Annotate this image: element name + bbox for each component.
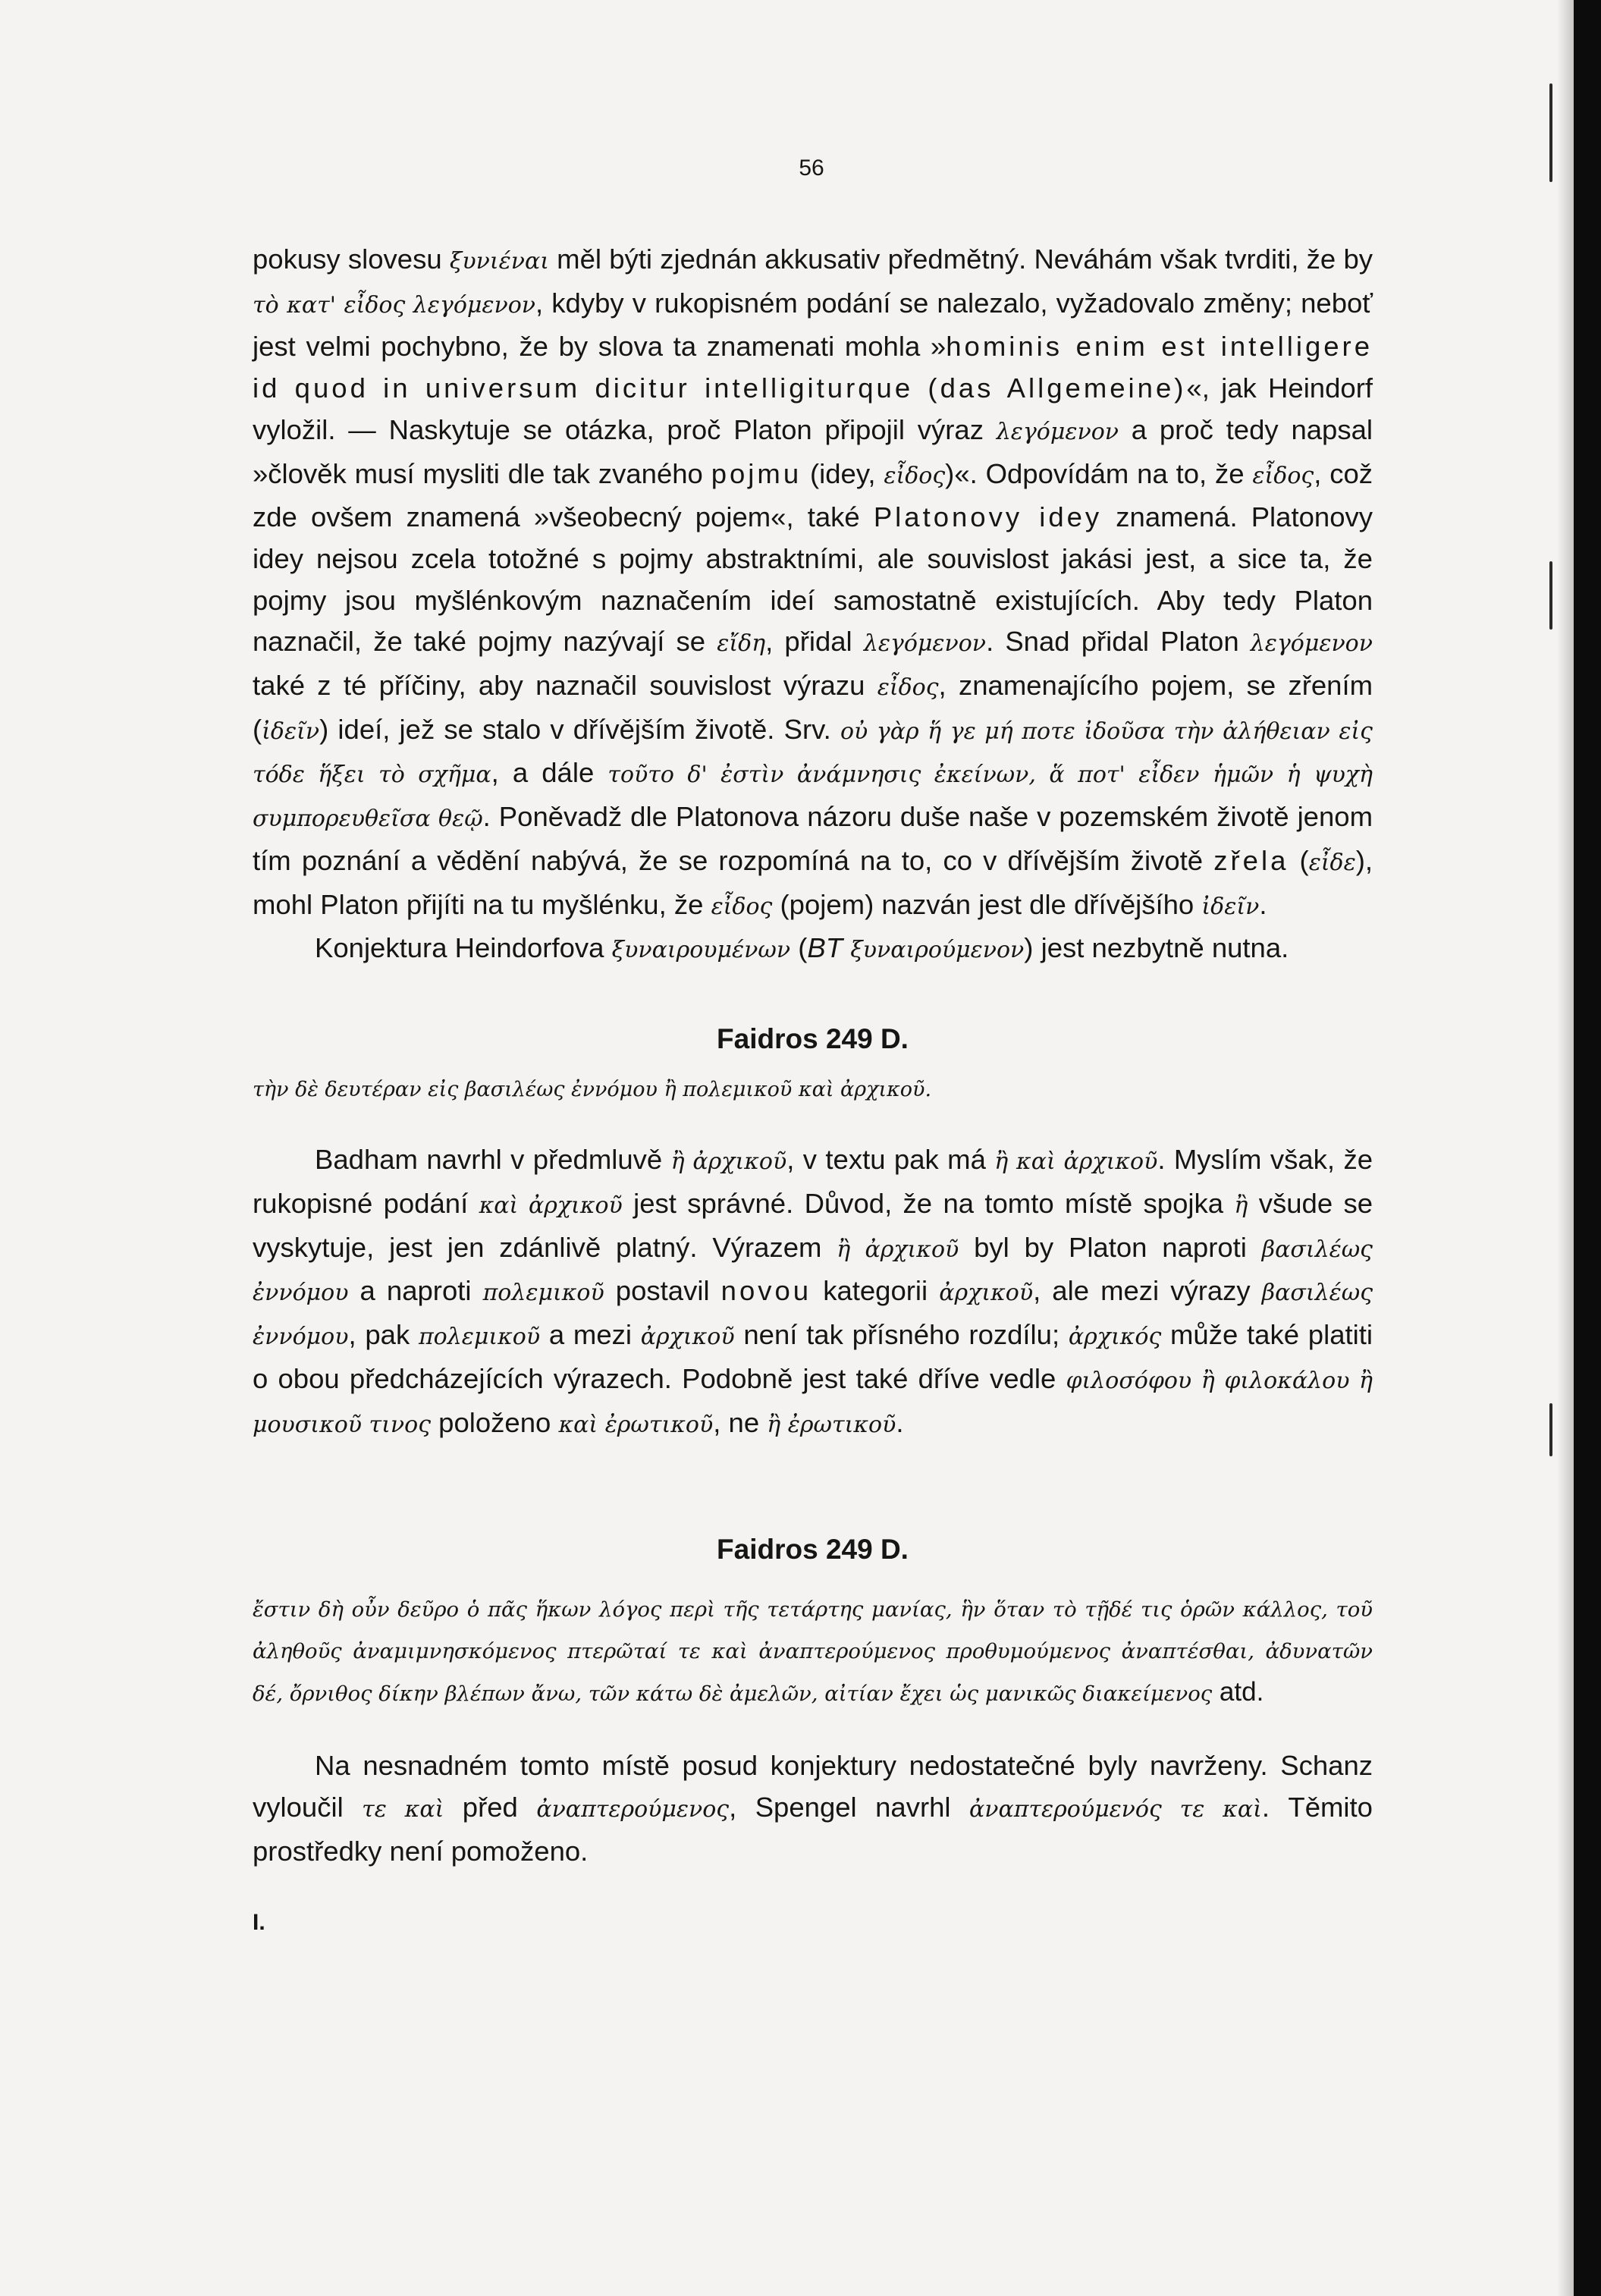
binding-mark: [1549, 561, 1552, 630]
paragraph-4: Na nesnadném tomto místě posud konjektury nedostatečné byly navrženy. Schanz vyloučil τε καὶ před ἀναπτερούμενος, Spengel navrhl ἀναπτερούμενός τε καὶ. Těmito prostředky není pomoženo.: [253, 1750, 1373, 1867]
page-body: [253, 239, 1373, 1944]
paragraph-1: pokusy slovesu ξυνιέναι měl býti zjednán akkusativ předmětný. Neváhám však tvrditi, že by τὸ κατ' εἶδος λεγόμενον, kdyby v rukopisném podání se nalezalo, vyžadovalo změny; neboť jest velmi pochybno, že by slova ta znamenati mohla »hominis enim est intelligere id quod in universum dicitur intelligiturque (das Allgemeine)«, jak Heindorf vyložil. — Naskytuje se otázka, proč Platon připojil výraz λεγόμενον a proč tedy napsal »člověk musí mysliti dle tak zvaného pojmu (idey, εἶδος)«. Odpovídám na to, že εἶδος, což zde ovšem znamená »všeobecný pojem«, také Platonovy idey znamená. Platonovy idey nejsou zcela totožné s pojmy abstraktními, ale souvislost jakási jest, a sice ta, že pojmy jsou myšlénkovým naznačením ideí samostatně existujících. Aby tedy Platon naznačil, že také pojmy nazývají se εἴδη, přidal λεγόμενον. Snad přidal Platon λεγόμενον také z té příčiny, aby naznačil souvislost výrazu εἶδος, znamenajícího pojem, se zřením (ἰδεῖν) ideí, jež se stalo v dřívějším životě. Srv. οὐ γὰρ ἥ γε μή ποτε ἰδοῦσα τὴν ἀλήθειαν εἰς τόδε ἥξει τὸ σχῆμα, a dále τοῦτο δ' ἐστὶν ἀνάμνησις ἐκείνων, ἅ ποτ' εἶδεν ἡμῶν ἡ ψυχὴ συμπορευθεῖσα θεῷ. Poněvadž dle Platonova názoru duše naše v pozemském životě jenom tím poznání a vědění nabývá, že se rozpomíná na to, co v dřívějším životě zřela (εἶδε), mohl Platon přijíti na tu myšlénku, že εἶδος (pojem) nazván jest dle dřívějšího ἰδεῖν.: [253, 243, 1373, 920]
greek-quote-block: ἔστιν δὴ οὖν δεῦρο ὁ πᾶς ἥκων λόγος περὶ τῆς τετάρτης μανίας, ἣν ὅταν τὸ τῇδέ τις ὁρῶν κάλλος, τοῦ ἀληθοῦς ἀναμιμνησκόμενος πτερῶταί τε καὶ ἀναπτερούμενος προθυμούμενος ἀναπτέσθαι, ἀδυνατῶν δέ, ὄρνιθος δίκην βλέπων ἄνω, τῶν κάτω δὲ ἀμελῶν, αἰτίαν ἔχει ὡς μανικῶς διακείμενος atd.: [253, 1597, 1373, 1707]
binding-mark: [1549, 1403, 1552, 1456]
signature-mark: I.: [253, 1910, 265, 1936]
section-heading: Faidros 249 D.: [717, 1534, 909, 1566]
paragraph-3: Badham navrhl v předmluvě ἢ ἀρχικοῦ, v textu pak má ἢ καὶ ἀρχικοῦ. Myslím však, že rukopisné podání καὶ ἀρχικοῦ jest správné. Důvod, že na tomto místě spojka ἢ všude se vyskytuje, jest jen zdánlivě platný. Výrazem ἢ ἀρχικοῦ byl by Platon naproti βασιλέως ἐννόμου a naproti πολεμικοῦ postavil novou kategorii ἀρχικοῦ, ale mezi výrazy βασιλέως ἐννόμου, pak πολεμικοῦ a mezi ἀρχικοῦ není tak přísného rozdílu; ἀρχικός může také platiti o obou předcházejících výrazech. Podobně jest také dříve vedle φιλοσόφου ἢ φιλοκάλου ἢ μουσικοῦ τινος položeno καὶ ἐρωτικοῦ, ne ἢ ἐρωτικοῦ.: [253, 1144, 1373, 1438]
page-number: 56: [799, 155, 824, 181]
paragraph-2: Konjektura Heindorfova ξυναιρουμένων (BT ξυναιρούμενον) jest nezbytně nutna.: [315, 932, 1289, 964]
page-edge-shadow: [1557, 0, 1574, 2296]
page-edge: [1574, 0, 1601, 2296]
greek-quote: τὴν δὲ δευτέραν εἰς βασιλέως ἐννόμου ἢ πολεμικοῦ καὶ ἀρχικοῦ.: [253, 1077, 932, 1101]
section-heading: Faidros 249 D.: [717, 1022, 909, 1054]
binding-mark: [1549, 83, 1552, 182]
